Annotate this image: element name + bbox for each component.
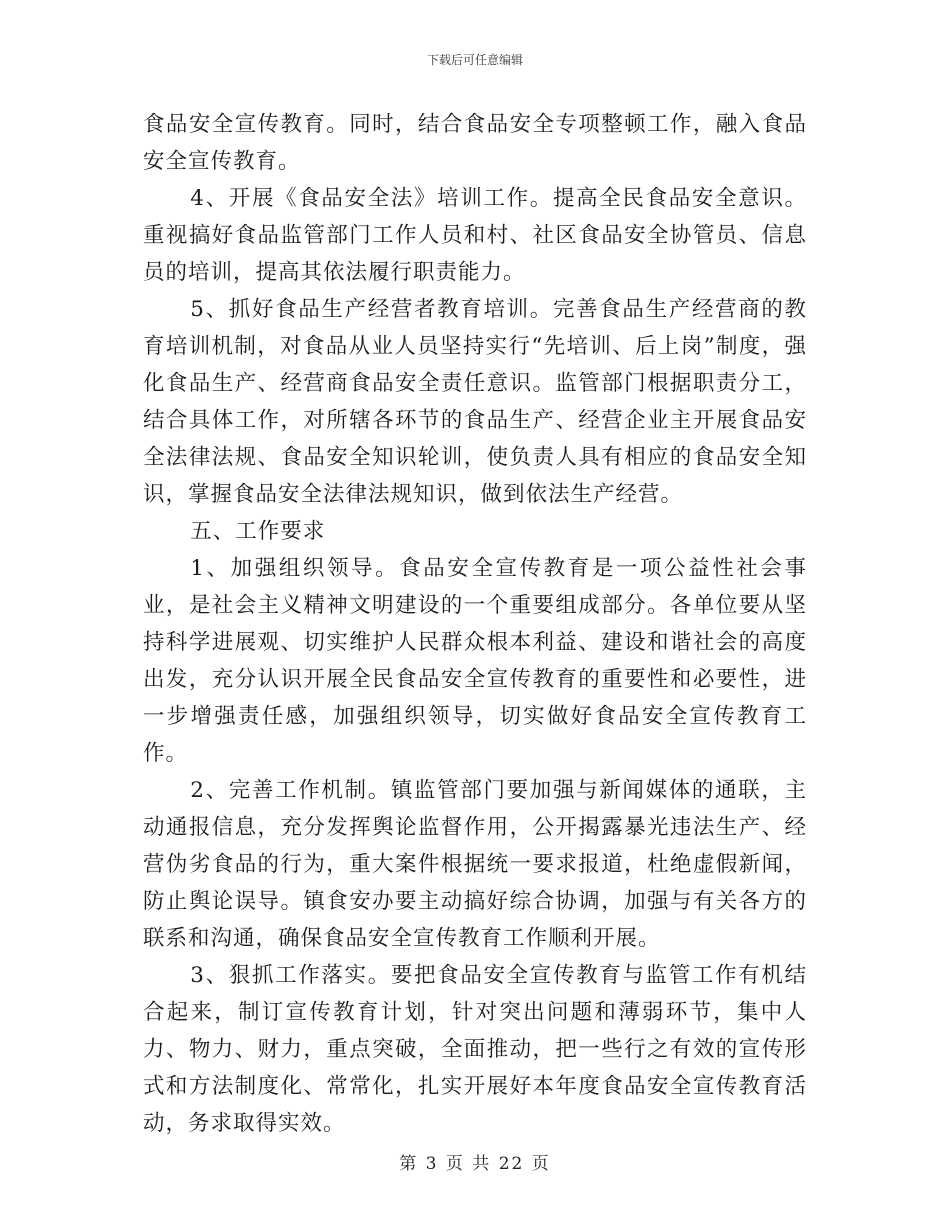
body-paragraph: 3、狠抓工作落实。要把食品安全宣传教育与监管工作有机结合起来，制订宣传教育计划，针对突出问题和薄弱环节，集中人力、物力、财力，重点突破，全面推动，把一些行之有效的宣传形式和方法制度化、常常化，扎实开展好本年度食品安全宣传教育活动，务求取得实效。: [143, 963, 807, 1136]
body-paragraph: 5、抓好食品生产经营者教育培训。完善食品生产经营商的教育培训机制，对食品从业人员坚持实行“先培训、后上岗”制度，强化食品生产、经营商食品安全责任意识。监管部门根据职责分工，结合具体工作，对所辖各环节的食品生产、经营企业主开展食品安全法律法规、食品安全知识轮训，使负责人具有相应的食品安全知识，掌握食品安全法律法规知识，做到依法生产经营。: [143, 297, 807, 507]
body-paragraph: 2、完善工作机制。镇监管部门要加强与新闻媒体的通联，主动通报信息，充分发挥舆论监督作用，公开揭露暴光违法生产、经营伪劣食品的行为，重大案件根据统一要求报道，杜绝虚假新闻，防止舆论误导。镇食安办要主动搞好综合协调，加强与有关各方的联系和沟通，确保食品安全宣传教育工作顺利开展。: [143, 778, 807, 951]
body-paragraph: 4、开展《食品安全法》培训工作。提高全民食品安全意识。重视搞好食品监管部门工作人员和村、社区食品安全协管员、信息员的培训，提高其依法履行职责能力。: [143, 186, 807, 285]
page-number: 第 3 页 共 22 页: [399, 1154, 551, 1174]
body-paragraph: 1、加强组织领导。食品安全宣传教育是一项公益性社会事业，是社会主义精神文明建设的一个重要组成部分。各单位要从坚持科学进展观、切实维护人民群众根本利益、建设和谐社会的高度出发，充分认识开展全民食品安全宣传教育的重要性和必要性，进一步增强责任感，加强组织领导，切实做好食品安全宣传教育工作。: [143, 556, 807, 766]
body-paragraph: 食品安全宣传教育。同时，结合食品安全专项整顿工作，融入食品安全宣传教育。: [143, 112, 807, 174]
document-body: [143, 106, 807, 1142]
page-header-note: 下载后可任意编辑: [426, 53, 523, 67]
section-heading: 五、工作要求: [190, 519, 326, 544]
